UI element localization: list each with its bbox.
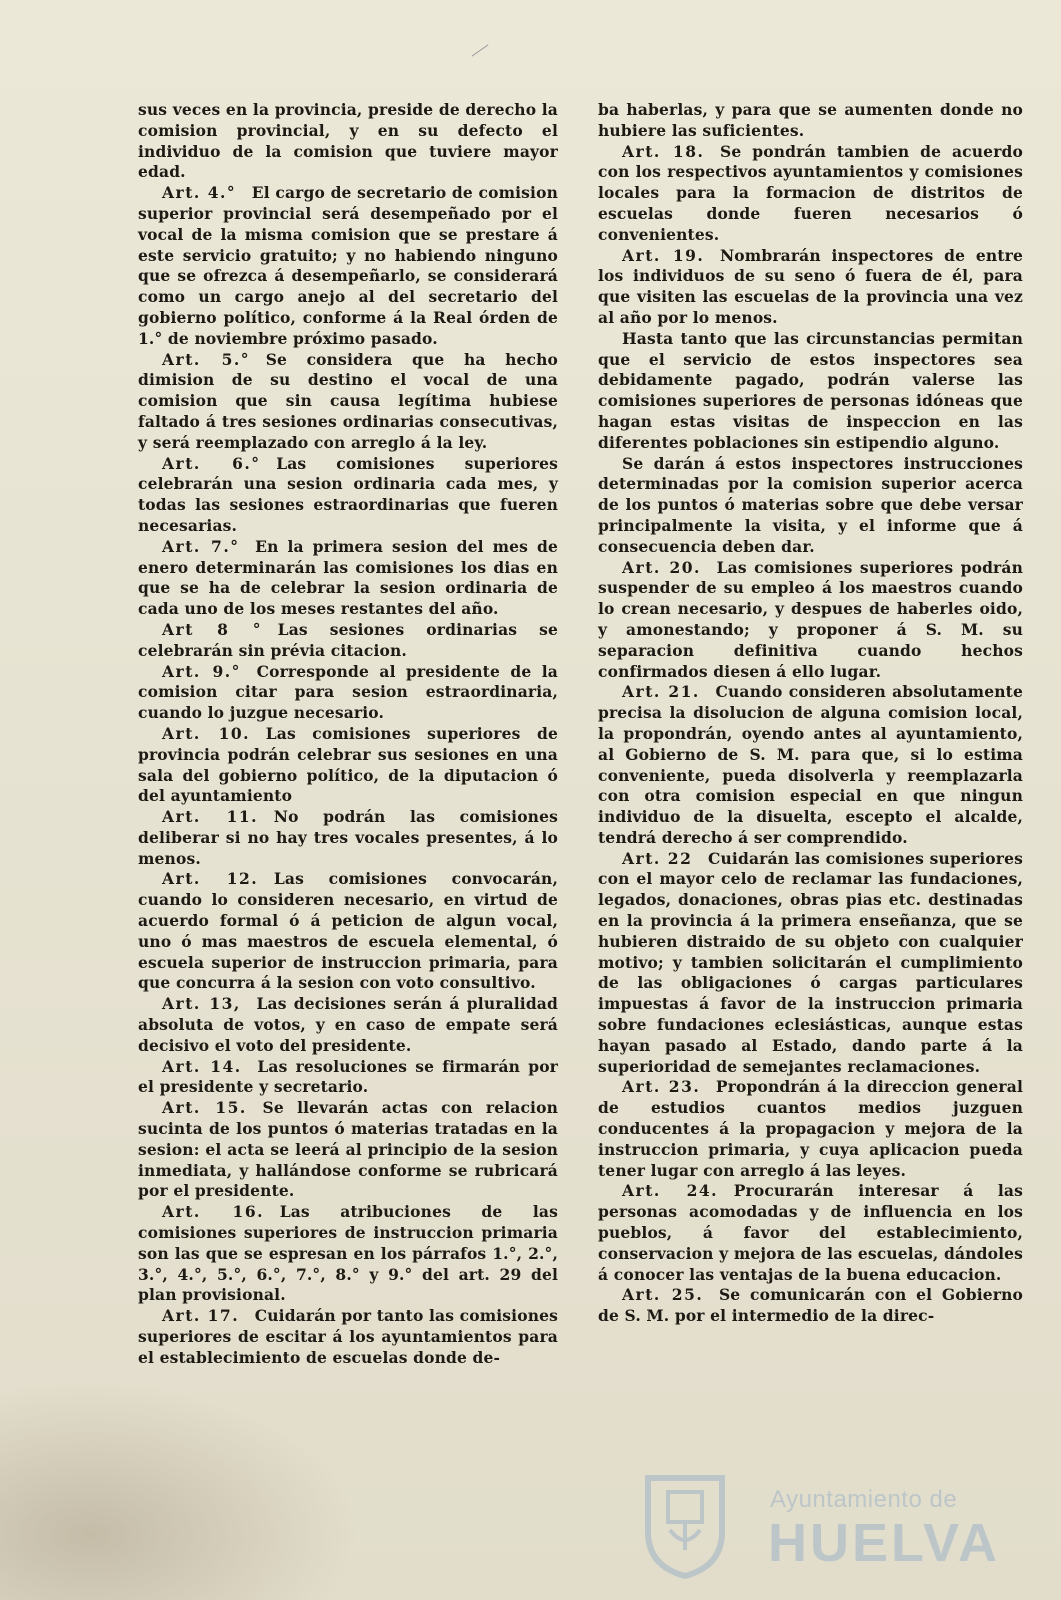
paper-stain bbox=[0, 1380, 360, 1600]
article-text: El cargo de secretario de comision superior provincial será desempeñado por el vocal de la misma comision que se prestare á este servicio gratuito; y no habiendo ninguno que se ofrezca á desempeñarlo, se considerará como un cargo anejo al del secretario del gobierno político, conforme á la Real órden de 1.° de noviembre próximo pasado. bbox=[138, 183, 558, 348]
coat-of-arms-icon bbox=[640, 1470, 730, 1580]
article-text: Se pondrán tambien de acuerdo con los respectivos ayuntamientos y comisiones locales para la formacion de distritos de escuelas donde fueren necesarios ó convenientes. bbox=[598, 141, 1023, 244]
article-label: Art. 9.° bbox=[162, 661, 241, 681]
paragraph bbox=[598, 1285, 1023, 1327]
paragraph bbox=[138, 454, 558, 537]
article-label: Art. 4.° bbox=[162, 183, 237, 203]
paragraph bbox=[598, 246, 1023, 329]
article-label: Art. 13, bbox=[162, 994, 241, 1014]
article-text: Se llevarán actas con relacion sucinta de los puntos ó materias tratadas en la sesion: el acta se leerá al principio de la sesion inmediata, y hallándose conforme se rubricará por el presidente. bbox=[138, 1098, 558, 1201]
article-label: Art. 5.° bbox=[162, 349, 251, 369]
article-label: Art. 17. bbox=[162, 1306, 240, 1326]
paragraph bbox=[598, 682, 1023, 848]
paragraph bbox=[138, 724, 558, 807]
article-text: Se darán á estos inspectores instrucciones determinadas por la comision superior acerca de los puntos ó materias sobre que debe versar principalmente la visita, y el informe que á consecuencia deben dar. bbox=[598, 453, 1023, 556]
paragraph bbox=[598, 849, 1023, 1078]
article-text: Corresponde al presidente de la comision citar para sesion estraordinaria, cuando lo juzgue necesario. bbox=[138, 661, 559, 723]
paragraph bbox=[598, 100, 1023, 142]
article-label: Art. 12. bbox=[162, 869, 259, 889]
article-text: Las sesiones ordinarias se celebrarán sin prévia citacion. bbox=[138, 619, 558, 660]
article-text: Las comisiones superiores celebrarán una sesion ordinaria cada mes, y todas las sesiones estraordinarias que fueren necesarias. bbox=[138, 453, 559, 535]
article-label: Art. 10. bbox=[162, 723, 251, 743]
article-text: En la primera sesion del mes de enero determinarán las comisiones los dias en que se ha de celebrar la sesion ordinaria de cada uno de los meses restantes del año. bbox=[138, 536, 559, 619]
article-label: Art. 22 bbox=[622, 848, 693, 868]
paragraph bbox=[598, 454, 1023, 558]
article-text: Procurarán interesar á las personas acomodadas y de influencia en los pueblos, á favor del establecimiento, conservacion y mejora de las escuelas, dándoles á conocer las ventajas de la buena educacion. bbox=[598, 1181, 1024, 1284]
paragraph bbox=[598, 142, 1023, 246]
right-column bbox=[598, 100, 1023, 1327]
paragraph bbox=[138, 1202, 558, 1306]
article-label: Art. 6.° bbox=[162, 453, 261, 473]
paragraph bbox=[138, 100, 558, 183]
paragraph bbox=[138, 350, 558, 454]
article-text: Cuando consideren absolutamente precisa la disolucion de alguna comision local, la propondrán, oyendo antes al ayuntamiento, al Gobierno de S. M. para que, si lo estima conveniente, pueda disolverla y reemplazarla con otra comision especial en que ningun individuo de la disuelta, escepto el alcalde, tendrá derecho á ser comprendido. bbox=[598, 682, 1023, 847]
article-label: Art. 21. bbox=[622, 682, 700, 702]
article-label: Art. 20. bbox=[622, 557, 701, 577]
paragraph bbox=[138, 869, 558, 994]
article-text: Las atribuciones de las comisiones superiores de instruccion primaria son las que se espresan en los párrafos 1.°, 2.°, 3.°, 4.°, 5.°, 6.°, 7.°, 8.° y 9.° del art. 29 del plan provisional. bbox=[138, 1202, 558, 1305]
paragraph bbox=[138, 1098, 558, 1202]
article-label: Art. 19. bbox=[622, 245, 705, 265]
article-label: Art. 16. bbox=[162, 1202, 265, 1222]
article-text: Las comisiones superiores podrán suspender de su empleo á los maestros cuando lo crean necesario, y despues de haberles oido, y amonestando; y proponer á S. M. su separacion definitiva cuando hechos confirmados diesen á ello lugar. bbox=[598, 557, 1023, 681]
article-label: Art. 23. bbox=[622, 1077, 701, 1097]
article-text: Se comunicarán con el Gobierno de S. M. por el intermedio de la direc- bbox=[598, 1285, 1023, 1326]
article-text: No podrán las comisiones deliberar si no hay tres vocales presentes, á lo menos. bbox=[138, 807, 558, 868]
article-label: Art. 24. bbox=[622, 1181, 719, 1201]
paragraph bbox=[138, 807, 558, 869]
article-label: Art. 25. bbox=[622, 1285, 704, 1305]
article-text: Las resoluciones se firmarán por el presidente y secretario. bbox=[138, 1056, 558, 1097]
paragraph bbox=[138, 183, 558, 349]
paragraph bbox=[138, 620, 558, 662]
article-label: Art. 15. bbox=[162, 1098, 247, 1118]
paragraph bbox=[138, 1306, 558, 1368]
paragraph bbox=[138, 537, 558, 620]
article-text: Las decisiones serán á pluralidad absoluta de votos, y en caso de empate será decisivo el voto del presidente. bbox=[138, 994, 558, 1055]
paragraph bbox=[138, 994, 558, 1056]
watermark-line1: Ayuntamiento de bbox=[770, 1486, 958, 1513]
watermark bbox=[640, 1470, 1020, 1580]
article-label: Art. 7.° bbox=[162, 536, 240, 556]
article-text: sus veces en la provincia, preside de derecho la comision provincial, y en su defecto el individuo de la comision que tuviere mayor edad. bbox=[138, 100, 558, 182]
paragraph bbox=[598, 329, 1023, 454]
article-text: Nombrarán inspectores de entre los individuos de su seno ó fuera de él, para que visiten las escuelas de la provincia una vez al año por lo menos. bbox=[598, 245, 1023, 327]
article-label: Art. 18. bbox=[622, 141, 705, 161]
watermark-line2: HUELVA bbox=[768, 1513, 1000, 1573]
article-text: Propondrán á la direccion general de estudios cuantos medios juzguen conducentes á la propagacion y mejora de la instruccion primaria, y cuya aplicacion pueda tener lugar con arreglo á las leyes. bbox=[598, 1077, 1023, 1180]
article-text: Las comisiones superiores de provincia podrán celebrar sus sesiones en una sala del gobierno político, de la diputacion ó del ayuntamiento bbox=[138, 723, 558, 806]
article-text: Cuidarán por tanto las comisiones superiores de escitar á los ayuntamientos para el establecimiento de escuelas donde de- bbox=[138, 1306, 559, 1367]
paragraph bbox=[138, 662, 558, 724]
paragraph bbox=[138, 1057, 558, 1099]
left-column bbox=[138, 100, 558, 1369]
pencil-mark bbox=[472, 44, 489, 56]
article-label: Art 8 ° bbox=[162, 619, 262, 639]
article-text: Se considera que ha hecho dimision de su destino el vocal de una comision que sin causa legítima hubiese faltado á tres sesiones ordinarias consecutivas, y será reemplazado con arreglo á la ley. bbox=[138, 349, 558, 452]
article-label: Art. 14. bbox=[162, 1056, 242, 1076]
paragraph bbox=[598, 1181, 1023, 1285]
article-label: Art. 11. bbox=[162, 807, 259, 827]
article-text: ba haberlas, y para que se aumenten donde no hubiere las suficientes. bbox=[598, 100, 1023, 140]
article-text: Las comisiones convocarán, cuando lo consideren necesario, en virtud de acuerdo formal ó á peticion de algun vocal, uno ó mas maestros de escuela elemental, ó escuela superior de instruccion primaria, para que concurra á la sesion con voto consultivo. bbox=[138, 869, 558, 993]
paragraph bbox=[598, 1077, 1023, 1181]
article-text: Cuidarán las comisiones superiores con el mayor celo de reclamar las fundaciones, legados, donaciones, obras pias etc. destinadas en la provincia á la primera enseñanza, que se hubieren distraido de su objeto con cualquier motivo; y tambien solicitarán el cumplimiento de las obligaciones ó cargas particulares impuestas á favor de la instruccion primaria sobre fundaciones eclesiásticas, aunque estas hayan pasado al Estado, dando parte á la superioridad de semejantes reclamaciones. bbox=[598, 848, 1023, 1076]
paragraph bbox=[598, 558, 1023, 683]
article-text: Hasta tanto que las circunstancias permitan que el servicio de estos inspectores sea debidamente pagado, podrán valerse las comisiones superiores de personas idóneas que hagan estas visitas de inspeccion en las diferentes poblaciones sin estipendio alguno. bbox=[598, 328, 1023, 452]
